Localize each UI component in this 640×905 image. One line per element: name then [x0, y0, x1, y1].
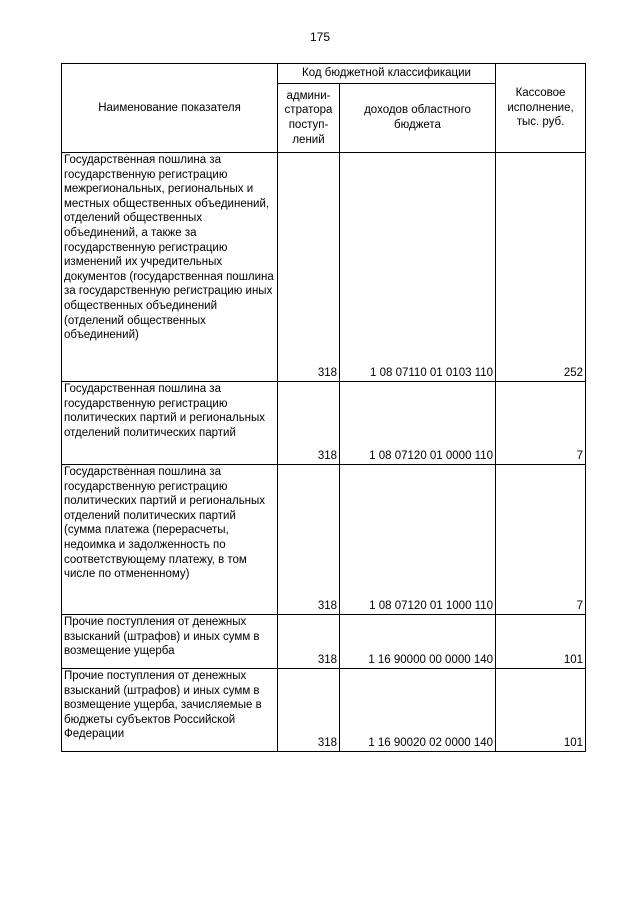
row-name: Прочие поступления от денежных взысканий (штрафов) и иных сумм в возмещение ущерба, зачисляемые в бюджеты субъектов Российской Федерации [62, 669, 278, 752]
row-sum: 101 [496, 615, 586, 669]
row-name: Прочие поступления от денежных взысканий (штрафов) и иных сумм в возмещение ущерба [62, 615, 278, 669]
table-row [62, 669, 586, 752]
budget-table [61, 63, 586, 752]
row-sum: 7 [496, 465, 586, 615]
row-name: Государственная пошлина за государственную регистрацию политических партий и региональных отделений политических партий [62, 382, 278, 465]
row-admin: 318 [278, 669, 340, 752]
header-name: Наименование показателя [62, 64, 278, 153]
row-code: 1 08 07120 01 1000 110 [340, 465, 496, 615]
row-admin: 318 [278, 615, 340, 669]
row-admin: 318 [278, 382, 340, 465]
row-sum: 252 [496, 153, 586, 382]
row-name: Государственная пошлина за государственную регистрацию межрегиональных, региональных и местных общественных объединений, отделений общественных объединений, а также за государственную регистрацию изменений их учредительных документов (государственная пошлина за государственную регистрацию иных общественных объединений (отделений общественных объединений) [62, 153, 278, 382]
row-sum: 7 [496, 382, 586, 465]
header-admin: админи-стратора поступ-лений [278, 84, 340, 153]
row-code: 1 08 07110 01 0103 110 [340, 153, 496, 382]
row-sum: 101 [496, 669, 586, 752]
table-row [62, 615, 586, 669]
row-admin: 318 [278, 153, 340, 382]
header-row-1 [62, 64, 586, 84]
row-code: 1 16 90020 02 0000 140 [340, 669, 496, 752]
row-code: 1 08 07120 01 0000 110 [340, 382, 496, 465]
header-cash: Кассовое исполнение, тыс. руб. [496, 64, 586, 153]
header-income: доходов областного бюджета [340, 84, 496, 153]
table-row [62, 465, 586, 615]
page-number: 175 [309, 30, 331, 44]
table-row [62, 153, 586, 382]
header-code-group: Код бюджетной классификации [278, 64, 496, 84]
row-admin: 318 [278, 465, 340, 615]
table-row [62, 382, 586, 465]
row-name: Государственная пошлина за государственную регистрацию политических партий и региональных отделений политических партий (сумма платежа (перерасчеты, недоимка и задолженность по соответствующему платежу, в том числе по отмененному) [62, 465, 278, 615]
table-body [62, 153, 586, 752]
row-code: 1 16 90000 00 0000 140 [340, 615, 496, 669]
